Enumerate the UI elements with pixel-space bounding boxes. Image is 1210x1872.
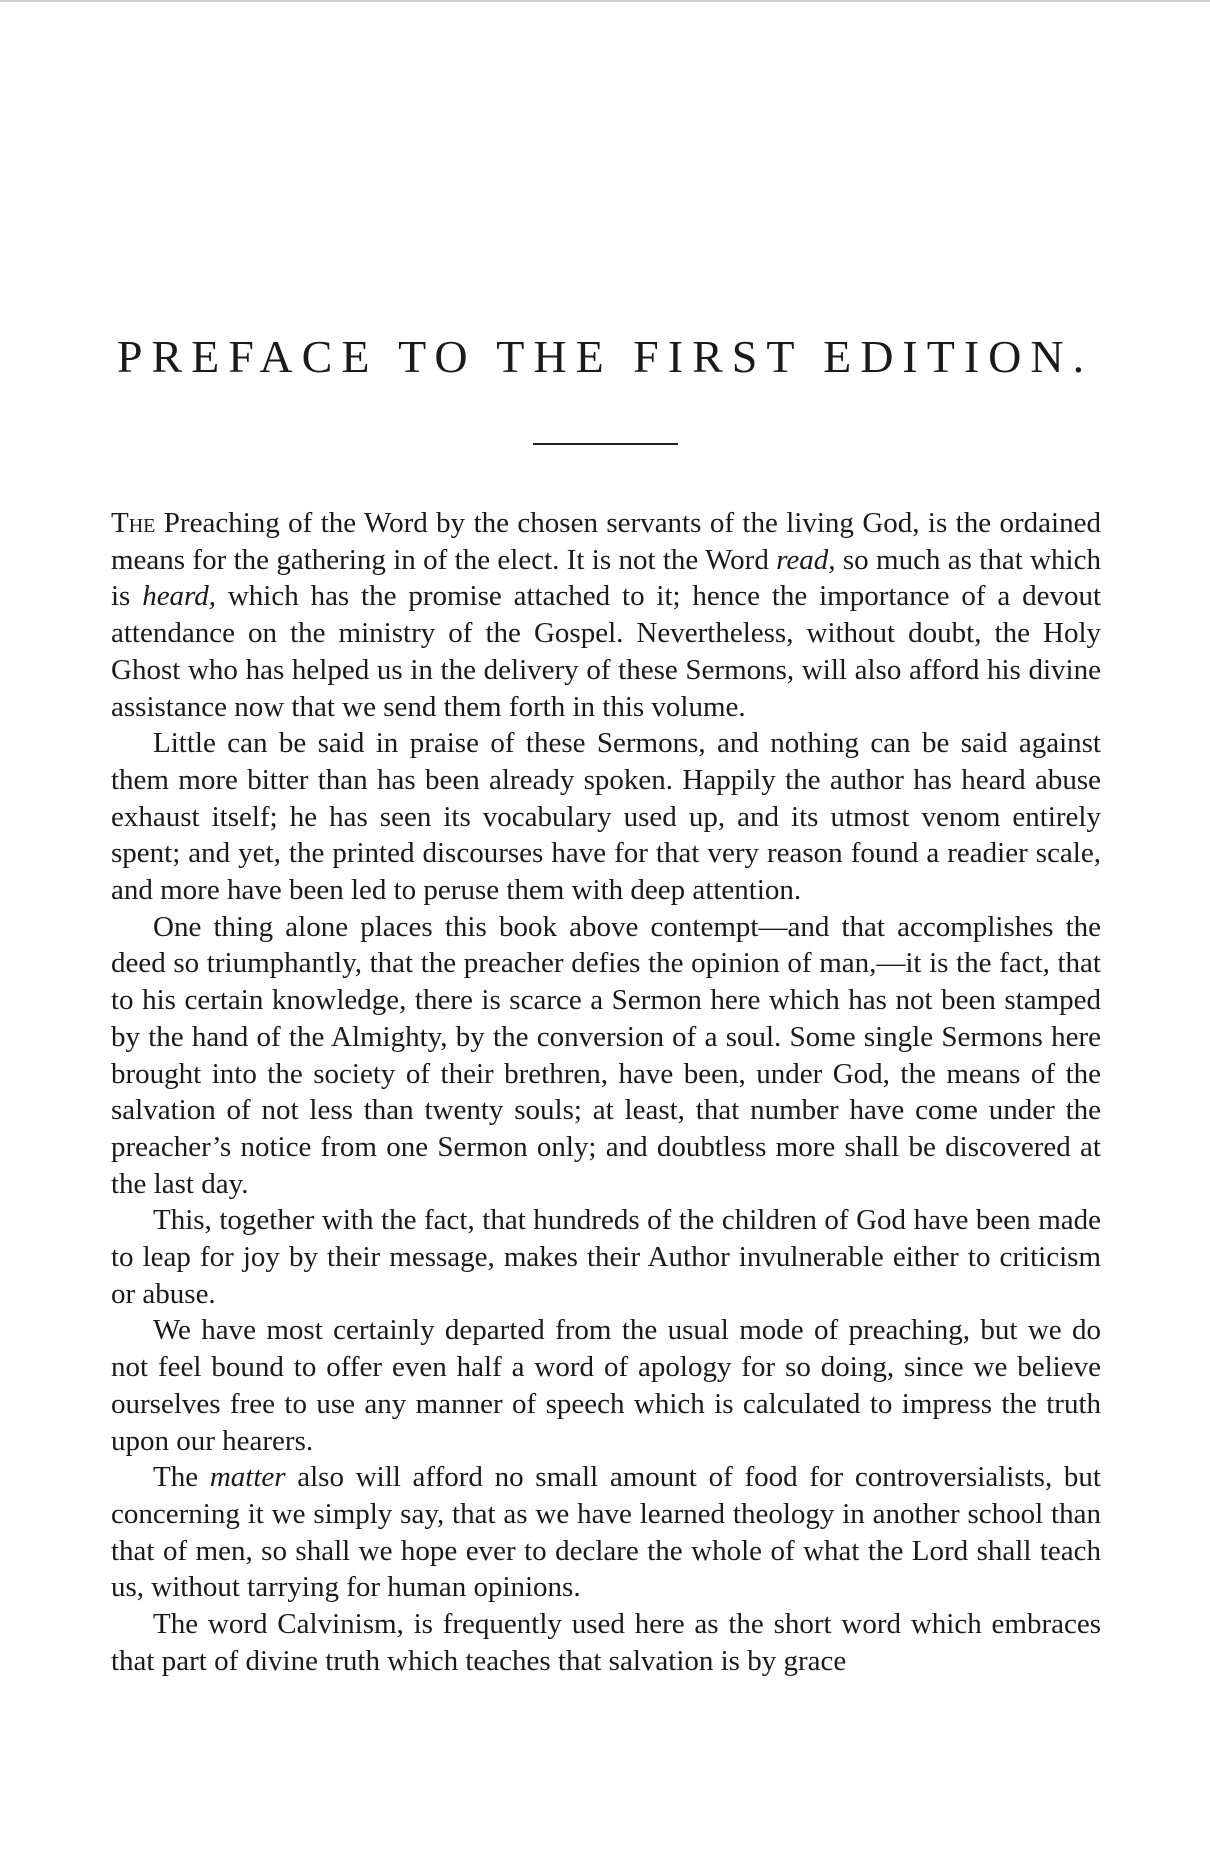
emphasis-matter: matter <box>209 1461 286 1494</box>
title-divider <box>533 443 678 445</box>
paragraph-2: Little can be said in praise of these Sermons, and nothing can be said against them more bitter than has been already spoken. Happily the author has heard abuse exhaust itself; he has seen its vocabulary used up, and its utmost venom entirely spent; and yet, the printed discourses have for that very reason found a readier scale, and more have been led to peruse them with deep attention. <box>111 727 1101 907</box>
emphasis-read: read, <box>776 543 836 576</box>
paragraph-5: We have most certainly departed from the usual mode of preaching, but we do not feel bound to offer even half a word of apology for so doing, since we believe ourselves free to use any manner of speech which is calculated to impress the truth upon our hearers. <box>111 1314 1101 1457</box>
paragraph-6 <box>111 1459 1101 1606</box>
paragraph-1 <box>111 505 1101 725</box>
paragraph-1-text-b: so much as that which is <box>111 543 1101 613</box>
paragraph-7: The word Calvinism, is frequently used here as the short word which embraces that part of divine truth which teaches that salvation is by grace <box>111 1608 1101 1677</box>
page-title: PREFACE TO THE FIRST EDITION. <box>116 331 1094 382</box>
page-top-border <box>0 0 1210 2</box>
lead-word: The <box>111 507 156 539</box>
paragraph-1-text-c: which has the promise attached to it; hence the importance of a devout attendance on the ministry of the Gospel. Nevertheless, without doubt, the Holy Ghost who has helped us in the delivery of these Sermons, will also afford his divine assistance now that we send them forth in this volume. <box>111 580 1102 723</box>
paragraph-6-text-b: also will afford no small amount of food for controversialists, but concerning it we simply say, that as we have learned theology in another school than that of men, so shall we hope ever to declare the whole of what the Lord shall teach us, without tarrying for human opinions. <box>111 1461 1101 1604</box>
paragraph-1-text-a: Preaching of the Word by the chosen servants of the living God, is the ordained means for the gathering in of the elect. It is not the Word <box>111 507 1101 576</box>
paragraph-4: This, together with the fact, that hundreds of the children of God have been made to leap for joy by their message, makes their Author invulnerable either to criticism or abuse. <box>111 1204 1101 1310</box>
emphasis-heard: heard, <box>142 580 217 613</box>
paragraph-6-text-a: The <box>153 1461 210 1494</box>
preface-body <box>111 505 1101 1680</box>
paragraph-3: One thing alone places this book above contempt—and that accomplishes the deed so triumphantly, that the preacher defies the opinion of man,—it is the fact, that to his certain knowledge, there is scarce a Sermon here which has not been stamped by the hand of the Almighty, by the conversion of a soul. Some single Sermons here brought into the society of their brethren, have been, under God, the means of the salvation of not less than twenty souls; at least, that number have come under the preacher’s notice from one Sermon only; and doubtless more shall be discovered at the last day. <box>111 910 1101 1200</box>
